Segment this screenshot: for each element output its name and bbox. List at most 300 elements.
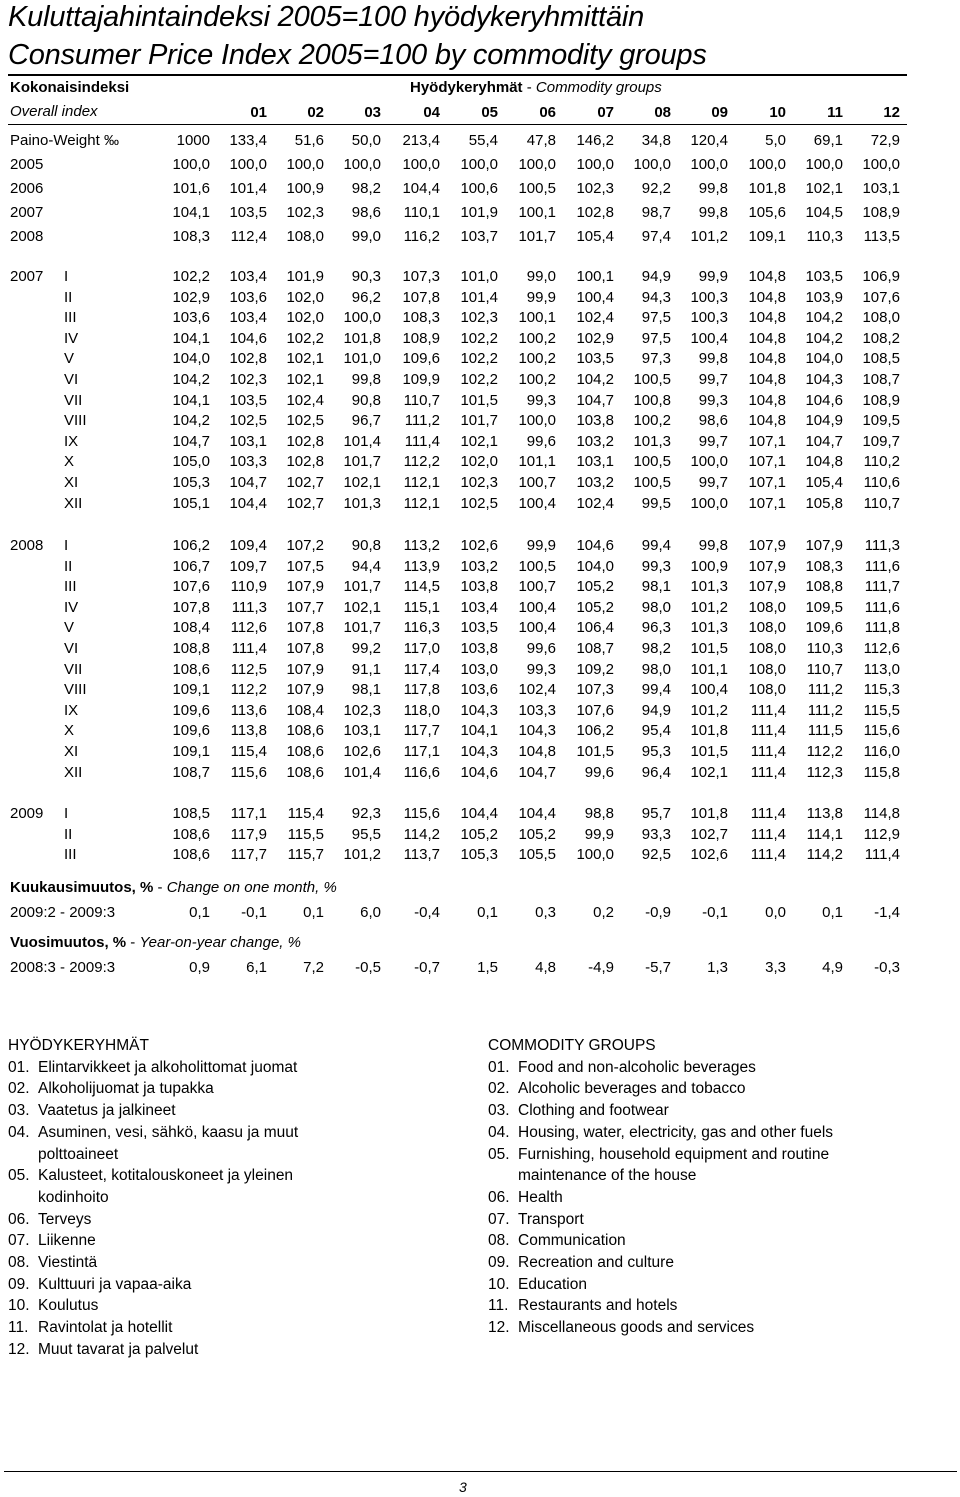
legend-item-text: Kulttuuri ja vapaa-aika bbox=[38, 1275, 192, 1293]
page-title-fi: Kuluttajahintaindeksi 2005=100 hyödykeryhmittäin bbox=[8, 1, 645, 33]
table-cell: 101,3 bbox=[633, 432, 671, 450]
table-cell: 4,9 bbox=[822, 959, 843, 976]
table-cell: 101,9 bbox=[460, 204, 498, 221]
table-cell: 106,9 bbox=[862, 268, 900, 285]
table-cell: 103,5 bbox=[576, 350, 614, 368]
table-cell: 6,1 bbox=[246, 959, 267, 976]
table-cell: 51,6 bbox=[294, 132, 324, 149]
table-cell: 101,7 bbox=[518, 228, 556, 245]
month-label: XII bbox=[64, 763, 83, 781]
month-label: X bbox=[64, 453, 75, 471]
legend-item-text: Furnishing, household equipment and routine maintenance of the house bbox=[518, 1145, 830, 1185]
table-cell: 104,1 bbox=[172, 391, 210, 409]
table-cell: 102,3 bbox=[460, 309, 498, 327]
table-cell: 107,9 bbox=[748, 578, 786, 596]
overall-index-header-en: Overall index bbox=[10, 103, 98, 120]
legend-item bbox=[8, 1295, 348, 1317]
table-cell: 100,1 bbox=[518, 309, 556, 327]
table-cell: 104,6 bbox=[229, 329, 267, 347]
table-cell: 104,2 bbox=[576, 371, 614, 388]
legend-item-text: Communication bbox=[518, 1232, 626, 1250]
month-label: VII bbox=[64, 391, 83, 409]
table-cell: 114,2 bbox=[806, 846, 843, 864]
table-cell: 108,5 bbox=[172, 805, 210, 822]
table-cell: 103,5 bbox=[229, 391, 267, 409]
table-cell: 98,6 bbox=[698, 412, 728, 430]
table-cell: 104,8 bbox=[748, 309, 786, 327]
table-cell: 102,4 bbox=[518, 681, 556, 699]
legend-item bbox=[488, 1230, 858, 1252]
table-cell: 34,8 bbox=[641, 132, 671, 149]
table-cell: 101,5 bbox=[690, 640, 728, 657]
table-cell: 107,3 bbox=[576, 681, 614, 699]
table-cell: 109,9 bbox=[402, 371, 440, 388]
table-cell: 104,6 bbox=[805, 391, 843, 409]
table-cell: 104,1 bbox=[460, 722, 498, 740]
table-cell: 113,8 bbox=[806, 805, 843, 822]
table-cell: 104,8 bbox=[805, 453, 843, 471]
table-cell: 100,4 bbox=[690, 329, 728, 347]
table-cell: 110,2 bbox=[863, 453, 900, 471]
table-cell: 105,5 bbox=[518, 846, 556, 864]
table-cell: 111,2 bbox=[807, 701, 843, 719]
table-cell: 101,7 bbox=[460, 412, 498, 430]
table-cell: 109,6 bbox=[402, 350, 440, 368]
table-cell: 1,3 bbox=[707, 959, 728, 976]
table-cell: 107,5 bbox=[286, 557, 324, 575]
column-header: 03 bbox=[364, 104, 381, 121]
table-cell: 108,0 bbox=[748, 598, 786, 616]
monthly-row bbox=[0, 824, 960, 845]
table-cell: 103,6 bbox=[229, 288, 267, 306]
table-cell: 1,5 bbox=[477, 959, 498, 976]
table-cell: 100,5 bbox=[633, 371, 671, 388]
table-cell: 103,8 bbox=[576, 412, 614, 430]
table-cell: 102,4 bbox=[286, 391, 324, 409]
commodity-groups-header-fi: Hyödykeryhmät bbox=[410, 79, 523, 96]
table-cell: 111,2 bbox=[807, 681, 843, 699]
table-cell: 104,4 bbox=[460, 805, 498, 822]
table-cell: 112,9 bbox=[863, 825, 900, 843]
table-cell: 100,0 bbox=[343, 309, 381, 327]
table-cell: 100,0 bbox=[633, 156, 671, 173]
table-cell: 111,4 bbox=[750, 701, 786, 719]
month-label: VI bbox=[64, 640, 79, 657]
table-cell: 111,6 bbox=[864, 598, 900, 616]
table-cell: 105,2 bbox=[518, 825, 556, 843]
table-cell: 98,2 bbox=[641, 640, 671, 657]
header-divider bbox=[8, 124, 907, 125]
table-cell: 104,8 bbox=[518, 743, 556, 760]
table-cell: 99,9 bbox=[526, 537, 556, 554]
table-cell: -0,3 bbox=[874, 959, 900, 976]
table-cell: 101,5 bbox=[460, 391, 498, 409]
table-cell: 115,4 bbox=[230, 743, 267, 760]
table-cell: 100,0 bbox=[172, 156, 210, 173]
table-cell: 108,0 bbox=[862, 309, 900, 327]
table-cell: 102,8 bbox=[286, 453, 324, 471]
table-cell: 104,2 bbox=[805, 309, 843, 327]
table-cell: 90,3 bbox=[351, 268, 381, 285]
table-cell: 105,3 bbox=[172, 474, 210, 491]
table-cell: 99,9 bbox=[698, 268, 728, 285]
table-cell: 94,4 bbox=[351, 557, 381, 575]
table-cell: 103,3 bbox=[518, 701, 556, 719]
table-cell: 99,8 bbox=[351, 371, 381, 388]
table-cell: 99,4 bbox=[641, 537, 671, 554]
table-cell: 102,3 bbox=[460, 474, 498, 491]
table-cell: 108,0 bbox=[748, 640, 786, 657]
legend-item bbox=[8, 1122, 348, 1165]
table-cell: 115,3 bbox=[863, 681, 900, 699]
table-cell: 108,7 bbox=[576, 640, 614, 657]
table-cell: 98,7 bbox=[641, 204, 671, 221]
legend-item bbox=[8, 1078, 348, 1100]
month-label: XII bbox=[64, 494, 83, 512]
weights-row bbox=[0, 130, 960, 151]
table-cell: 108,6 bbox=[172, 660, 210, 678]
table-cell: 104,6 bbox=[460, 763, 498, 781]
legend-item-text: Kalusteet, kotitalouskoneet ja yleinen kodinhoito bbox=[38, 1167, 294, 1206]
table-cell: 102,1 bbox=[343, 474, 381, 491]
table-cell: 103,4 bbox=[229, 309, 267, 327]
table-cell: 111,4 bbox=[750, 743, 786, 760]
table-cell: 109,1 bbox=[172, 681, 210, 699]
legend-item-text: Koulutus bbox=[38, 1297, 99, 1315]
table-cell: 113,7 bbox=[403, 846, 440, 864]
table-cell: 102,7 bbox=[690, 825, 728, 843]
monthly-row bbox=[0, 741, 960, 762]
monthly-change-heading bbox=[10, 878, 337, 898]
table-cell: 112,3 bbox=[806, 763, 843, 781]
table-cell: 100,7 bbox=[518, 474, 556, 491]
monthly-row bbox=[0, 679, 960, 700]
table-cell: 117,4 bbox=[403, 660, 440, 678]
table-cell: 104,7 bbox=[576, 391, 614, 409]
table-cell: 104,4 bbox=[518, 805, 556, 822]
table-cell: 112,2 bbox=[806, 743, 843, 760]
legend-item bbox=[488, 1144, 858, 1187]
table-cell: 109,5 bbox=[805, 598, 843, 616]
table-cell: -0,1 bbox=[702, 904, 728, 921]
table-cell: 107,9 bbox=[286, 681, 324, 699]
table-cell: 110,7 bbox=[806, 660, 843, 678]
legend-item-number: 12. bbox=[488, 1319, 510, 1337]
column-header: 06 bbox=[539, 104, 556, 121]
table-cell: 104,8 bbox=[748, 268, 786, 285]
table-cell: 104,7 bbox=[805, 432, 843, 450]
table-cell: 101,3 bbox=[690, 578, 728, 596]
table-cell: 108,6 bbox=[286, 722, 324, 740]
table-cell: 5,0 bbox=[765, 132, 786, 149]
table-cell: 109,4 bbox=[229, 537, 267, 554]
table-cell: 111,4 bbox=[231, 640, 267, 657]
table-cell: 100,0 bbox=[229, 156, 267, 173]
legend-item-text: Vaatetus ja jalkineet bbox=[38, 1102, 176, 1120]
month-label: XI bbox=[64, 474, 79, 491]
legend-item bbox=[8, 1339, 348, 1361]
table-cell: 108,0 bbox=[748, 660, 786, 678]
month-label: VIII bbox=[64, 412, 87, 430]
monthly-row bbox=[0, 556, 960, 577]
table-cell: 104,2 bbox=[805, 329, 843, 347]
legend-item bbox=[8, 1057, 348, 1079]
table-cell: 92,3 bbox=[351, 805, 381, 822]
legend-item-number: 01. bbox=[488, 1058, 510, 1076]
table-cell: 0,9 bbox=[189, 959, 210, 976]
table-cell: 111,4 bbox=[750, 763, 786, 781]
table-cell: 115,5 bbox=[863, 701, 900, 719]
table-cell: 107,9 bbox=[286, 660, 324, 678]
table-cell: 90,8 bbox=[351, 391, 381, 409]
table-cell: 110,6 bbox=[863, 474, 900, 491]
legend-item-number: 06. bbox=[8, 1210, 30, 1228]
table-cell: 109,7 bbox=[862, 432, 900, 450]
row-label: 2007 bbox=[10, 268, 44, 285]
table-cell: 109,6 bbox=[172, 701, 210, 719]
table-cell: 108,3 bbox=[805, 557, 843, 575]
table-cell: 113,8 bbox=[230, 722, 267, 740]
table-cell: 103,9 bbox=[805, 288, 843, 306]
table-cell: 108,9 bbox=[862, 204, 900, 221]
table-cell: 110,3 bbox=[806, 228, 843, 245]
table-cell: 111,4 bbox=[750, 846, 786, 864]
table-cell: 108,0 bbox=[286, 228, 324, 245]
column-header: 04 bbox=[423, 104, 440, 121]
legend-item bbox=[488, 1057, 858, 1079]
table-cell: 102,1 bbox=[286, 350, 324, 368]
month-label: IV bbox=[64, 598, 79, 616]
table-cell: 95,4 bbox=[641, 722, 671, 740]
table-cell: 113,2 bbox=[403, 537, 440, 554]
table-cell: 100,5 bbox=[518, 180, 556, 197]
table-cell: 103,1 bbox=[343, 722, 381, 740]
legend-item bbox=[488, 1100, 858, 1122]
table-cell: 100,0 bbox=[286, 156, 324, 173]
table-cell: 104,7 bbox=[229, 474, 267, 491]
table-cell: 100,7 bbox=[518, 578, 556, 596]
table-cell: 99,6 bbox=[584, 763, 614, 781]
monthly-row bbox=[0, 803, 960, 824]
table-cell: 100,0 bbox=[690, 156, 728, 173]
table-cell: 101,8 bbox=[690, 805, 728, 822]
table-cell: 111,4 bbox=[750, 805, 786, 822]
month-label: V bbox=[64, 619, 75, 637]
table-cell: 107,8 bbox=[402, 288, 440, 306]
table-cell: 102,8 bbox=[286, 432, 324, 450]
table-cell: 108,7 bbox=[172, 763, 210, 781]
table-cell: 101,4 bbox=[343, 763, 381, 781]
table-cell: 107,6 bbox=[862, 288, 900, 306]
table-cell: 102,2 bbox=[286, 329, 324, 347]
table-cell: 100,0 bbox=[576, 156, 614, 173]
monthly-row bbox=[0, 720, 960, 741]
table-cell: 108,0 bbox=[748, 681, 786, 699]
table-cell: 115,5 bbox=[287, 825, 324, 843]
legend-item-number: 11. bbox=[488, 1297, 509, 1315]
legend-item bbox=[8, 1209, 348, 1231]
legend-item-text: Alcoholic beverages and tobacco bbox=[518, 1080, 746, 1098]
monthly-row bbox=[0, 451, 960, 472]
table-cell: 95,7 bbox=[641, 805, 671, 822]
table-cell: 101,5 bbox=[690, 743, 728, 760]
table-cell: 103,2 bbox=[576, 432, 614, 450]
table-cell: 115,6 bbox=[230, 763, 267, 781]
table-cell: 91,1 bbox=[351, 660, 381, 678]
table-cell: -1,4 bbox=[874, 904, 900, 921]
table-cell: 146,2 bbox=[576, 132, 614, 149]
table-cell: 92,2 bbox=[641, 180, 671, 197]
table-cell: 100,0 bbox=[343, 156, 381, 173]
table-cell: 107,3 bbox=[402, 268, 440, 285]
table-cell: 103,5 bbox=[229, 204, 267, 221]
table-cell: 96,3 bbox=[641, 619, 671, 637]
table-cell: 103,2 bbox=[576, 474, 614, 491]
monthly-row bbox=[0, 328, 960, 349]
table-cell: 116,6 bbox=[403, 763, 440, 781]
table-cell: 106,2 bbox=[576, 722, 614, 740]
column-header-row bbox=[0, 102, 960, 123]
table-cell: 100,2 bbox=[518, 329, 556, 347]
table-cell: 112,2 bbox=[230, 681, 267, 699]
table-cell: 115,1 bbox=[403, 598, 440, 616]
table-cell: 100,0 bbox=[690, 453, 728, 471]
table-cell: 101,0 bbox=[343, 350, 381, 368]
table-cell: 99,0 bbox=[526, 268, 556, 285]
table-cell: 101,4 bbox=[343, 432, 381, 450]
table-cell: 99,8 bbox=[698, 537, 728, 554]
table-cell: 99,9 bbox=[526, 288, 556, 306]
table-cell: 108,9 bbox=[862, 391, 900, 409]
table-cell: 100,3 bbox=[690, 309, 728, 327]
table-cell: 97,5 bbox=[641, 309, 671, 327]
table-cell: 110,3 bbox=[806, 640, 843, 657]
monthly-row bbox=[0, 535, 960, 556]
table-cell: 105,4 bbox=[576, 228, 614, 245]
month-label: II bbox=[64, 288, 73, 306]
table-cell: 108,3 bbox=[402, 309, 440, 327]
table-cell: 93,3 bbox=[641, 825, 671, 843]
table-cell: 0,3 bbox=[535, 904, 556, 921]
table-cell: 102,2 bbox=[172, 268, 210, 285]
table-cell: 103,5 bbox=[805, 268, 843, 285]
table-cell: 99,3 bbox=[526, 391, 556, 409]
monthly-change-heading-en: Change on one month, % bbox=[166, 879, 337, 896]
table-cell: 117,7 bbox=[403, 722, 440, 740]
legend-item-number: 10. bbox=[8, 1297, 30, 1315]
table-cell: 102,1 bbox=[460, 432, 498, 450]
table-cell: 101,8 bbox=[690, 722, 728, 740]
monthly-row bbox=[0, 431, 960, 452]
table-cell: -0,5 bbox=[355, 959, 381, 976]
table-cell: 112,6 bbox=[230, 619, 267, 637]
table-cell: 101,0 bbox=[460, 268, 498, 285]
monthly-row bbox=[0, 266, 960, 287]
table-cell: 102,3 bbox=[343, 701, 381, 719]
table-cell: 104,6 bbox=[576, 537, 614, 554]
legend-item-text: Recreation and culture bbox=[518, 1254, 674, 1272]
table-cell: 101,2 bbox=[343, 846, 381, 864]
table-cell: 113,0 bbox=[863, 660, 900, 678]
table-cell: -0,1 bbox=[241, 904, 267, 921]
table-cell: 114,5 bbox=[403, 578, 440, 596]
table-cell: 99,8 bbox=[698, 180, 728, 197]
row-label: 2007 bbox=[10, 204, 44, 221]
legend-item-number: 02. bbox=[488, 1080, 510, 1098]
column-header: 10 bbox=[769, 104, 786, 121]
legend-item-number: 11. bbox=[8, 1319, 29, 1337]
table-cell: 101,3 bbox=[690, 619, 728, 637]
table-cell: 105,2 bbox=[576, 578, 614, 596]
monthly-row bbox=[0, 493, 960, 514]
table-cell: 96,4 bbox=[641, 763, 671, 781]
legend-en bbox=[488, 1035, 858, 1339]
table-cell: 100,5 bbox=[633, 474, 671, 491]
table-cell: 100,0 bbox=[690, 494, 728, 512]
table-cell: 103,1 bbox=[576, 453, 614, 471]
table-cell: 50,0 bbox=[351, 132, 381, 149]
monthly-row bbox=[0, 307, 960, 328]
table-cell: 99,3 bbox=[641, 557, 671, 575]
page-number: 3 bbox=[459, 1479, 467, 1495]
table-cell: 104,7 bbox=[172, 432, 210, 450]
table-cell: 108,5 bbox=[862, 350, 900, 368]
month-label: X bbox=[64, 722, 75, 740]
table-cell: 101,8 bbox=[343, 329, 381, 347]
legend-item bbox=[488, 1295, 858, 1317]
monthly-change-heading-separator: - bbox=[153, 879, 167, 896]
legend-item-text: Clothing and footwear bbox=[518, 1102, 669, 1120]
monthly-row bbox=[0, 617, 960, 638]
legend-fi-items bbox=[8, 1057, 348, 1361]
page-title-en: Consumer Price Index 2005=100 by commodity groups bbox=[8, 39, 707, 71]
legend-item-number: 02. bbox=[8, 1080, 30, 1098]
table-cell: 103,6 bbox=[172, 309, 210, 327]
table-cell: 108,6 bbox=[172, 846, 210, 864]
annual-row bbox=[0, 202, 960, 223]
month-label: V bbox=[64, 350, 75, 368]
table-cell: 104,9 bbox=[805, 412, 843, 430]
column-header: 05 bbox=[481, 104, 498, 121]
table-cell: 106,2 bbox=[172, 537, 210, 554]
table-cell: 108,3 bbox=[172, 228, 210, 245]
row-label: 2008:3 - 2009:3 bbox=[10, 959, 116, 976]
table-cell: 101,4 bbox=[229, 180, 267, 197]
table-cell: 96,2 bbox=[351, 288, 381, 306]
table-cell: 107,9 bbox=[286, 578, 324, 596]
table-cell: 104,0 bbox=[576, 557, 614, 575]
table-cell: 107,1 bbox=[748, 432, 786, 450]
table-cell: 107,8 bbox=[286, 640, 324, 657]
annual-row bbox=[0, 178, 960, 199]
legend-item-number: 05. bbox=[488, 1145, 510, 1163]
legend-fi bbox=[8, 1035, 348, 1361]
table-cell: 0,1 bbox=[303, 904, 324, 921]
table-cell: 107,8 bbox=[172, 598, 210, 616]
table-cell: 102,3 bbox=[576, 180, 614, 197]
table-cell: 117,0 bbox=[403, 640, 440, 657]
table-cell: 106,4 bbox=[576, 619, 614, 637]
table-cell: 111,4 bbox=[750, 825, 786, 843]
table-cell: 94,9 bbox=[641, 268, 671, 285]
legend-item-text: Alkoholijuomat ja tupakka bbox=[38, 1080, 214, 1098]
table-cell: 107,9 bbox=[805, 537, 843, 554]
table-cell: 0,0 bbox=[765, 904, 786, 921]
monthly-row bbox=[0, 472, 960, 493]
monthly-row bbox=[0, 597, 960, 618]
table-cell: 105,6 bbox=[748, 204, 786, 221]
table-cell: 104,3 bbox=[805, 371, 843, 388]
